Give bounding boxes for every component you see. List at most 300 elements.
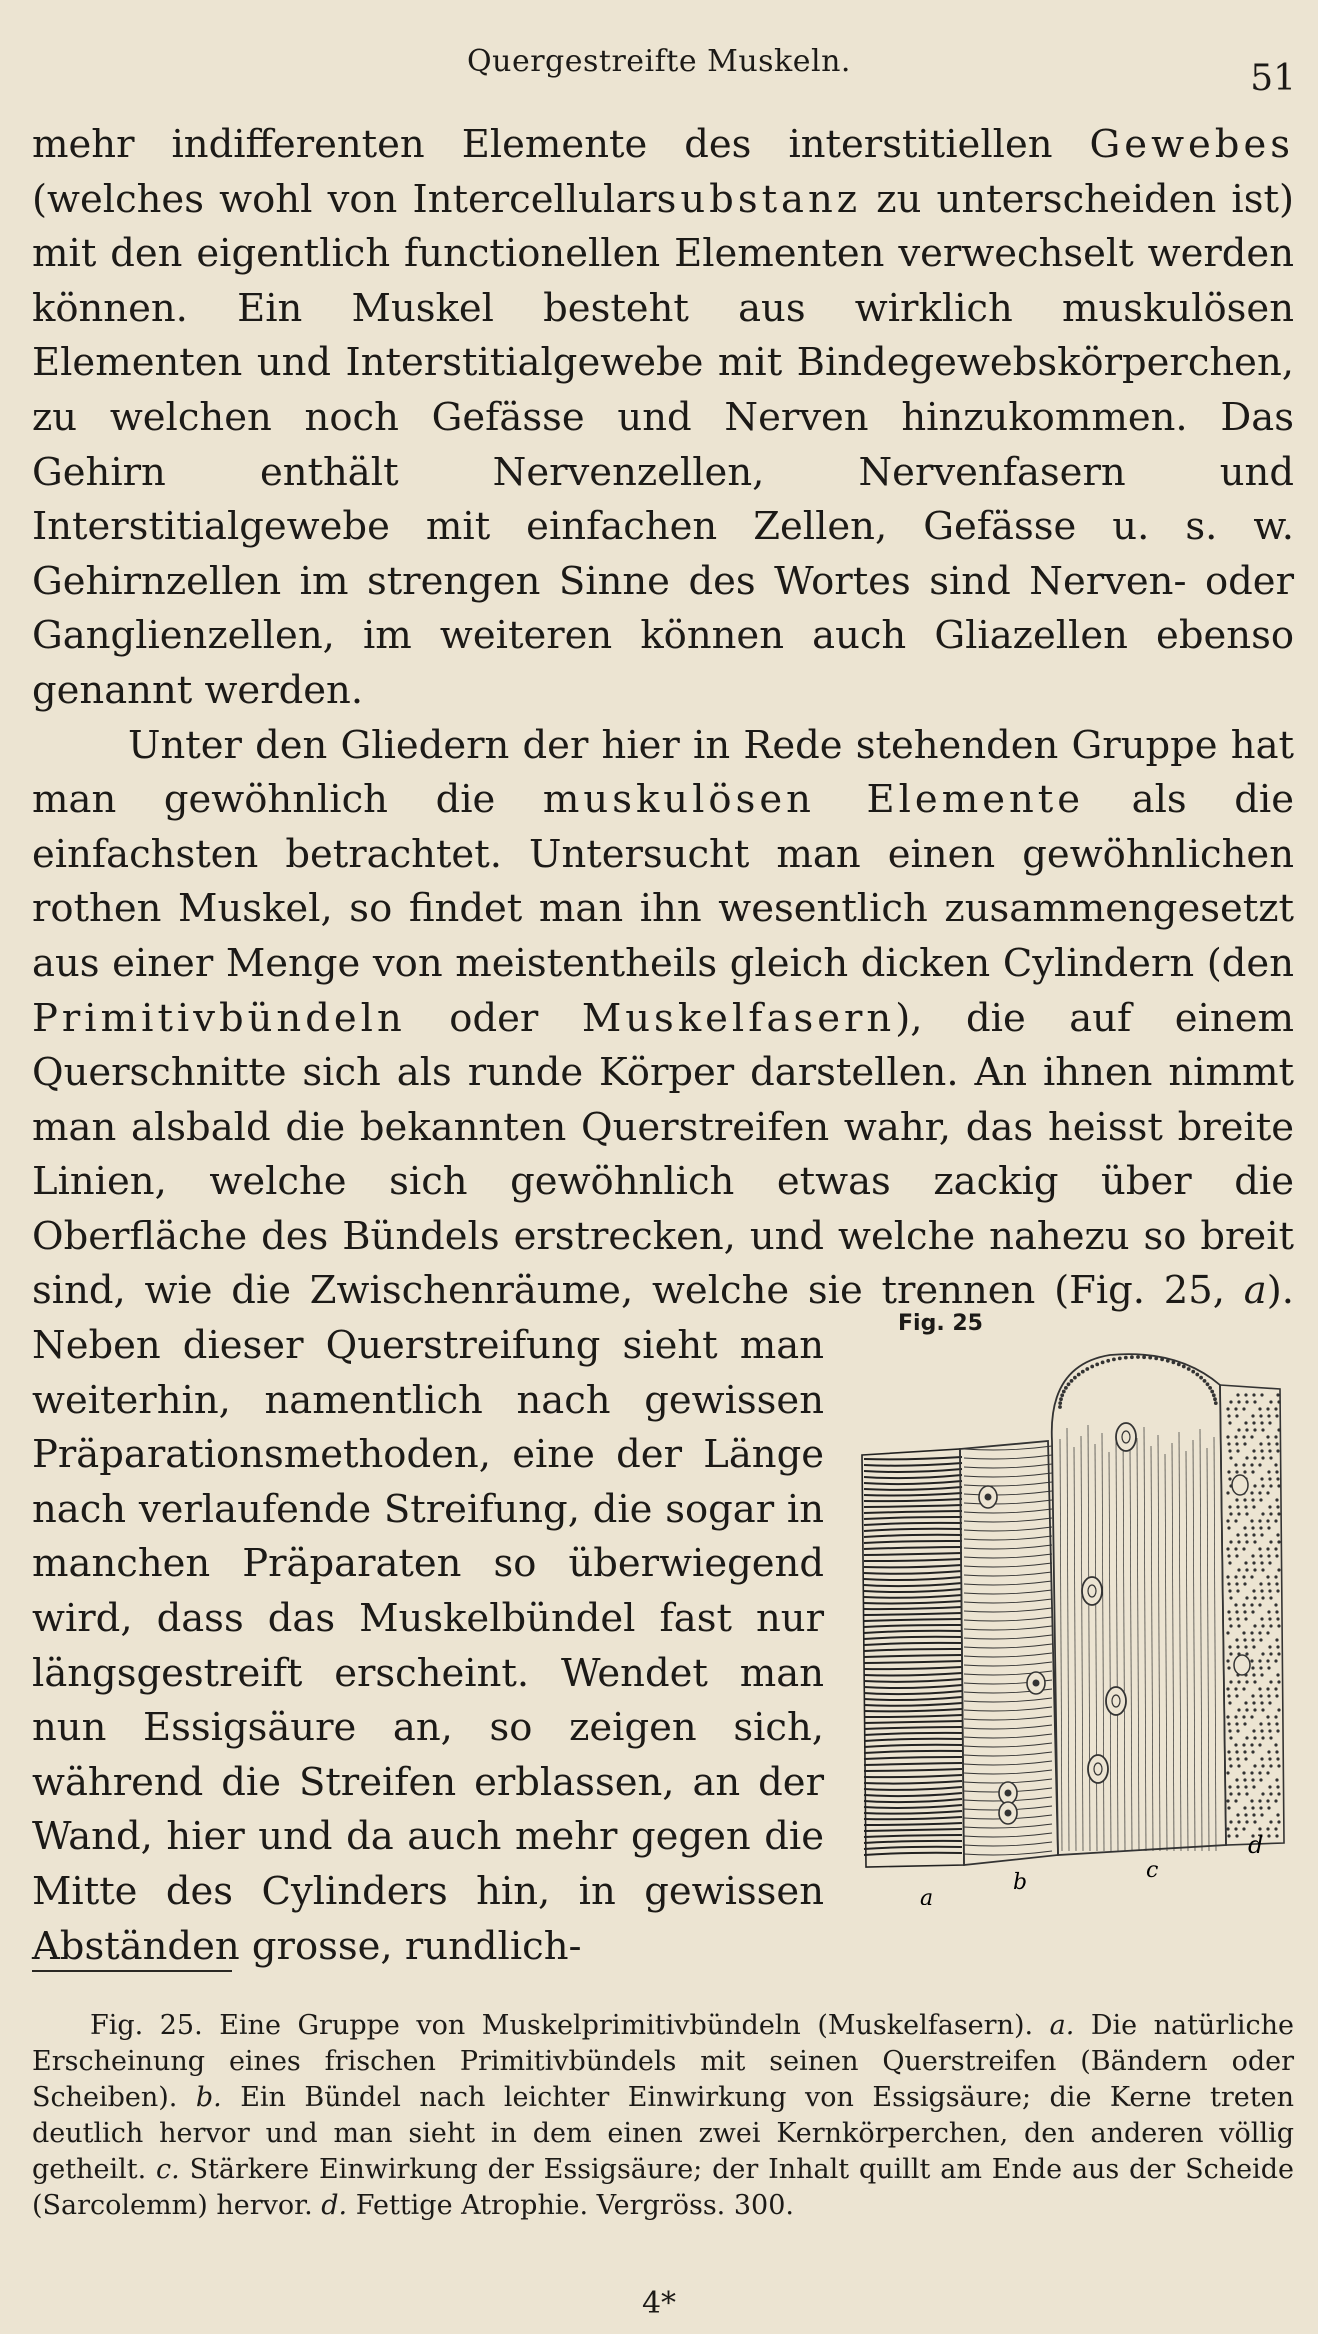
fat-droplet [1228, 1443, 1230, 1445]
nucleus [1088, 1755, 1108, 1783]
caption-letter: d. [321, 2190, 348, 2221]
fat-droplet [1278, 1681, 1280, 1683]
fat-droplet [1278, 1821, 1280, 1823]
fat-droplet [1246, 1681, 1248, 1683]
faint-striation [964, 1734, 1052, 1738]
signature-mark: 4* [641, 2286, 677, 2321]
fat-droplet [1260, 1807, 1262, 1809]
fat-droplet [1251, 1576, 1253, 1578]
nucleolus [1033, 1680, 1039, 1686]
longitudinal-line [1109, 1452, 1111, 1851]
fat-droplet [1230, 1401, 1232, 1403]
caption-letter: b. [195, 2082, 222, 2113]
fat-droplet [1261, 1730, 1263, 1732]
faint-striation [964, 1725, 1052, 1729]
fat-droplet [1277, 1450, 1279, 1452]
fat-droplet [1254, 1569, 1256, 1571]
fat-droplet [1227, 1492, 1229, 1494]
fat-droplet [1268, 1807, 1270, 1809]
fat-droplet [1275, 1548, 1277, 1550]
longitudinal-line [1193, 1440, 1195, 1851]
fat-droplet [1235, 1688, 1237, 1690]
faint-striation [964, 1509, 1052, 1513]
fat-droplet [1275, 1660, 1277, 1662]
fat-droplet [1270, 1653, 1272, 1655]
fat-droplet [1253, 1786, 1255, 1788]
cross-striation [864, 1589, 962, 1592]
granule [1091, 1365, 1094, 1368]
fat-droplet [1277, 1590, 1279, 1592]
fat-droplet [1253, 1562, 1255, 1564]
cross-striation [864, 1805, 962, 1808]
fat-droplet [1229, 1590, 1231, 1592]
text-run: ). Neben dieser [32, 1268, 1294, 1369]
cross-striation [864, 1529, 962, 1531]
fat-droplet [1259, 1464, 1261, 1466]
fat-droplet [1235, 1464, 1237, 1466]
fat-droplet [1269, 1786, 1271, 1788]
fat-droplet [1229, 1478, 1231, 1480]
fat-droplet [1229, 1506, 1231, 1508]
fat-droplet [1246, 1541, 1248, 1543]
cross-striation [864, 1457, 962, 1459]
granule [1131, 1356, 1134, 1359]
cross-striation [864, 1523, 962, 1525]
fat-droplet [1254, 1457, 1256, 1459]
fat-droplet [1244, 1471, 1246, 1473]
cross-striation [864, 1835, 962, 1837]
cross-striation [864, 1739, 962, 1741]
fat-droplet [1262, 1625, 1264, 1627]
fat-droplet [1245, 1506, 1247, 1508]
fat-droplet [1276, 1751, 1278, 1753]
fat-droplet [1251, 1464, 1253, 1466]
text-run: ), die auf einem Querschnitte sich als runde Körper darstellen. An ihnen nimmt man alsbald die bekannten Querstreifen wahr, das heisst breite Linien, welche sich gewöhnlich etwas zackig über die Oberfläche des Bündels erstrecken, und welche nahezu so breit sind, wie die Zwischenräume, welche sie trennen (Fig. 25, [32, 995, 1294, 1314]
longitudinal-line [1214, 1437, 1216, 1851]
caption-lead: Fig. 25. [90, 2010, 203, 2041]
cross-striation [864, 1667, 962, 1669]
text-run: Querstreifung sieht man weiterhin, namentlich nach gewissen Präparationsmethoden, eine der Länge nach verlaufende Streifung, die sogar in manchen Präparaten so überwiegend wird, dass das Muskelbündel fast nur längsgestreift erscheint. Wendet man nun Essigsäure an, so zeigen sich, während die Streifen erblassen, an der Wand, hier und da auch mehr gegen die Mitte des Cylinders hin, in gewissen Abständen grosse, rundlich- [32, 1323, 824, 1969]
faint-striation [964, 1662, 1052, 1666]
fat-droplet [1228, 1611, 1230, 1613]
fat-droplet [1236, 1555, 1238, 1557]
fat-droplet [1270, 1597, 1272, 1599]
fat-droplet [1260, 1527, 1262, 1529]
granule [1200, 1376, 1203, 1379]
fat-droplet [1261, 1394, 1263, 1396]
cross-striation [864, 1673, 962, 1675]
fat-droplet [1246, 1653, 1248, 1655]
fat-droplet [1236, 1695, 1238, 1697]
fat-droplet [1244, 1723, 1246, 1725]
fat-droplet [1251, 1744, 1253, 1746]
fat-droplet [1236, 1415, 1238, 1417]
fat-droplet [1238, 1569, 1240, 1571]
fat-droplet [1260, 1415, 1262, 1417]
fat-droplet [1245, 1646, 1247, 1648]
muscle-fiber-illustration [848, 1345, 1294, 1905]
fat-droplet [1244, 1583, 1246, 1585]
fat-droplet [1278, 1653, 1280, 1655]
fat-droplet [1259, 1828, 1261, 1830]
granule [1161, 1358, 1164, 1361]
fat-droplet [1251, 1492, 1253, 1494]
caption-text: Die natürliche Erscheinung eines frischen Primitivbündels mit seinen Querstreifen (Bändern oder Scheiben). [32, 2010, 1294, 2113]
fat-droplet [1238, 1541, 1240, 1543]
faint-striation [964, 1644, 1052, 1648]
caption-text: Eine Gruppe von Muskelprimitivbündeln (Muskelfasern). [202, 2010, 1050, 2041]
fat-droplet [1270, 1457, 1272, 1459]
cross-striation [864, 1727, 962, 1729]
fat-droplet [1237, 1506, 1239, 1508]
page-number: 51 [1250, 58, 1296, 99]
fat-droplet [1269, 1422, 1271, 1424]
fat-droplet [1270, 1513, 1272, 1515]
fat-droplet [1254, 1737, 1256, 1739]
fat-droplet [1252, 1695, 1254, 1697]
fat-droplet [1261, 1758, 1263, 1760]
faint-striation [964, 1851, 1052, 1855]
fat-droplet [1230, 1793, 1232, 1795]
fat-droplet [1278, 1709, 1280, 1711]
fat-droplet [1267, 1408, 1269, 1410]
fat-droplet [1236, 1611, 1238, 1613]
figure-ref-letter: a [1243, 1268, 1267, 1314]
fat-droplet [1229, 1646, 1231, 1648]
fat-droplet [1227, 1716, 1229, 1718]
granule [1107, 1359, 1110, 1362]
fat-droplet [1268, 1415, 1270, 1417]
fat-droplet [1269, 1702, 1271, 1704]
fat-droplet [1228, 1723, 1230, 1725]
fat-droplet [1260, 1555, 1262, 1557]
faint-striation [964, 1581, 1052, 1585]
fat-droplet [1227, 1660, 1229, 1662]
faint-striation [964, 1473, 1052, 1477]
cross-striation [864, 1787, 962, 1790]
fat-droplet [1259, 1408, 1261, 1410]
fat-droplet [1260, 1499, 1262, 1501]
cross-striation [864, 1709, 962, 1711]
fat-droplet [1236, 1779, 1238, 1781]
fat-droplet [1277, 1506, 1279, 1508]
longitudinal-line [1074, 1447, 1076, 1851]
fat-droplet [1262, 1513, 1264, 1515]
fat-droplet [1278, 1569, 1280, 1571]
granule [1065, 1387, 1068, 1390]
granule [1113, 1358, 1116, 1361]
fat-droplet [1259, 1688, 1261, 1690]
fat-droplet [1276, 1611, 1278, 1613]
fat-droplet [1277, 1534, 1279, 1536]
fat-droplet [1235, 1520, 1237, 1522]
fat-droplet [1229, 1450, 1231, 1452]
faint-striation [964, 1698, 1052, 1702]
granule [1212, 1394, 1215, 1397]
cross-striation [864, 1703, 962, 1706]
fat-droplet [1261, 1450, 1263, 1452]
cross-striation [864, 1499, 962, 1501]
fat-droplet [1260, 1639, 1262, 1641]
cross-striation [864, 1553, 962, 1555]
fat-droplet [1235, 1548, 1237, 1550]
granule [1137, 1356, 1140, 1359]
cross-striation [864, 1721, 962, 1723]
fat-droplet [1237, 1590, 1239, 1592]
fat-droplet [1236, 1583, 1238, 1585]
spaced-term: substanz [656, 176, 862, 222]
granule [1214, 1402, 1217, 1405]
fat-droplet [1276, 1779, 1278, 1781]
cross-striation [864, 1643, 962, 1645]
fat-droplet [1251, 1520, 1253, 1522]
fat-droplet [1268, 1471, 1270, 1473]
fat-droplet [1252, 1779, 1254, 1781]
caption-text: Fettige Atrophie. Vergröss. 300. [347, 2190, 794, 2221]
granule [1196, 1373, 1199, 1376]
longitudinal-line [1116, 1441, 1118, 1851]
text-run: Unter den Gliedern der hier in Rede stehenden Gruppe hat man gewöhnlich die [32, 722, 1294, 823]
fat-droplet [1235, 1744, 1237, 1746]
fat-droplet [1251, 1716, 1253, 1718]
nucleus [1116, 1423, 1136, 1451]
fat-droplet [1252, 1807, 1254, 1809]
granule [1211, 1390, 1214, 1393]
fat-droplet [1228, 1835, 1230, 1837]
fat-droplet [1228, 1527, 1230, 1529]
fat-droplet [1277, 1758, 1279, 1760]
nucleus [1234, 1655, 1250, 1675]
spaced-term: Muskelfasern [581, 995, 896, 1041]
fat-droplet [1227, 1772, 1229, 1774]
fat-droplet [1277, 1394, 1279, 1396]
fat-droplet [1253, 1702, 1255, 1704]
fat-droplet [1275, 1576, 1277, 1578]
faint-striation [964, 1491, 1052, 1495]
granule [1060, 1398, 1063, 1401]
faint-striation [964, 1482, 1052, 1486]
cross-striation [864, 1697, 962, 1700]
fat-droplet [1269, 1562, 1271, 1564]
fat-droplet [1251, 1436, 1253, 1438]
longitudinal-line [1144, 1427, 1146, 1851]
fat-droplet [1267, 1436, 1269, 1438]
granule [1081, 1370, 1084, 1373]
fat-droplet [1243, 1744, 1245, 1746]
longitudinal-line [1095, 1444, 1097, 1851]
faint-striation [964, 1563, 1052, 1567]
fat-droplet [1254, 1681, 1256, 1683]
label-b: b [1013, 1870, 1028, 1896]
fat-droplet [1278, 1429, 1280, 1431]
fat-droplet [1238, 1513, 1240, 1515]
granule [1206, 1383, 1209, 1386]
cross-striation [864, 1745, 962, 1747]
fat-droplet [1244, 1639, 1246, 1641]
fat-droplet [1243, 1772, 1245, 1774]
faint-striation [964, 1464, 1052, 1468]
fat-droplet [1277, 1478, 1279, 1480]
faint-striation [964, 1635, 1052, 1639]
fat-droplet [1259, 1604, 1261, 1606]
label-a: a [920, 1886, 934, 1906]
fat-droplet [1276, 1443, 1278, 1445]
fat-droplet [1269, 1590, 1271, 1592]
fat-droplet [1275, 1716, 1277, 1718]
fat-droplet [1276, 1639, 1278, 1641]
fat-droplet [1237, 1786, 1239, 1788]
caption-text: Stärkere Einwirkung der Essigsäure; der Inhalt quillt am Ende aus der Scheide (Sarcolemm) hervor. [32, 2154, 1294, 2221]
fat-droplet [1268, 1667, 1270, 1669]
text-run: oder [405, 995, 582, 1041]
fat-droplet [1245, 1618, 1247, 1620]
cross-striation [864, 1757, 962, 1759]
fat-droplet [1269, 1618, 1271, 1620]
cross-striation [864, 1763, 962, 1765]
fat-droplet [1235, 1576, 1237, 1578]
fat-droplet [1261, 1702, 1263, 1704]
fat-droplet [1262, 1737, 1264, 1739]
granule [1059, 1402, 1062, 1405]
fat-droplet [1260, 1695, 1262, 1697]
fat-droplet [1261, 1590, 1263, 1592]
cross-striation [864, 1511, 962, 1513]
fat-droplet [1228, 1415, 1230, 1417]
granule [1214, 1398, 1217, 1401]
cross-striation [864, 1481, 962, 1484]
fat-droplet [1253, 1646, 1255, 1648]
fat-droplet [1277, 1786, 1279, 1788]
text-run: zu unterscheiden ist) mit den eigentlich functionellen Elementen verwechselt werden können. Ein Muskel besteht aus wirklich muskulösen Elementen und Interstitialgewebe mit Bindegewebskörperchen, zu welchen noch Gefässe und Nerven hinzukommen. Das Gehirn enthält Nervenzellen, Nervenfasern und Interstitialgewebe mit einfachen Zellen, Gefässe u. s. w. Gehirnzellen im strengen Sinne des Wortes sind Nerven- oder Ganglienzellen, im weiteren können auch Gliazellen ebenso genannt werden. [32, 176, 1294, 713]
fat-droplet [1267, 1548, 1269, 1550]
fat-droplet [1243, 1576, 1245, 1578]
faint-striation [964, 1617, 1052, 1621]
faint-striation [964, 1572, 1052, 1576]
fat-droplet [1228, 1751, 1230, 1753]
granule [1209, 1387, 1212, 1390]
text-run: (welches wohl von Intercellular [32, 176, 657, 222]
cross-striation [864, 1475, 962, 1478]
longitudinal-line [1060, 1439, 1062, 1851]
fat-droplet [1243, 1604, 1245, 1606]
fat-droplet [1278, 1765, 1280, 1767]
fat-droplet [1269, 1506, 1271, 1508]
cross-striation [864, 1655, 962, 1657]
cross-striation [864, 1811, 962, 1814]
nucleus [1082, 1577, 1102, 1605]
fat-droplet [1253, 1534, 1255, 1536]
fat-droplet [1270, 1737, 1272, 1739]
granule [1149, 1356, 1152, 1359]
fat-droplet [1244, 1443, 1246, 1445]
fat-droplet [1238, 1793, 1240, 1795]
longitudinal-line [1186, 1451, 1188, 1851]
fat-droplet [1269, 1730, 1271, 1732]
fat-droplet [1268, 1527, 1270, 1529]
granule [1177, 1363, 1180, 1366]
granule [1187, 1368, 1190, 1371]
fat-droplet [1254, 1625, 1256, 1627]
fat-droplet [1238, 1821, 1240, 1823]
cross-striation [864, 1841, 962, 1843]
fat-droplet [1261, 1422, 1263, 1424]
fat-droplet [1277, 1674, 1279, 1676]
fat-droplet [1259, 1632, 1261, 1634]
fat-droplet [1262, 1793, 1264, 1795]
longitudinal-line [1200, 1429, 1202, 1851]
fat-droplet [1243, 1436, 1245, 1438]
fat-droplet [1252, 1751, 1254, 1753]
fat-droplet [1243, 1716, 1245, 1718]
fat-droplet [1237, 1450, 1239, 1452]
fat-droplet [1251, 1772, 1253, 1774]
cross-striation [864, 1535, 962, 1537]
fat-droplet [1228, 1807, 1230, 1809]
cross-striation [864, 1685, 962, 1688]
spaced-term: Primitivbündeln [32, 995, 406, 1041]
fat-droplet [1276, 1695, 1278, 1697]
fat-droplet [1252, 1639, 1254, 1641]
fat-droplet [1245, 1562, 1247, 1564]
faint-striation [964, 1500, 1052, 1504]
fat-droplet [1235, 1828, 1237, 1830]
longitudinal-line [1137, 1438, 1139, 1851]
fat-droplet [1230, 1513, 1232, 1515]
fat-droplet [1252, 1611, 1254, 1613]
granule [1124, 1356, 1127, 1359]
cross-striation [864, 1565, 962, 1567]
fat-droplet [1276, 1835, 1278, 1837]
nucleus [1106, 1687, 1126, 1715]
fat-droplet [1246, 1737, 1248, 1739]
faint-striation [964, 1770, 1052, 1774]
fat-droplet [1227, 1548, 1229, 1550]
fat-droplet [1243, 1408, 1245, 1410]
fat-droplet [1252, 1555, 1254, 1557]
cross-striation [864, 1829, 962, 1831]
text-run: mehr indifferenten Elemente des interstitiellen [32, 122, 1090, 167]
longitudinal-line [1130, 1449, 1132, 1851]
fat-droplet [1267, 1492, 1269, 1494]
granule [1101, 1361, 1104, 1364]
fat-droplet [1268, 1751, 1270, 1753]
fat-droplet [1251, 1660, 1253, 1662]
cross-striation [864, 1853, 962, 1855]
cross-striation [864, 1607, 962, 1609]
fat-droplet [1237, 1394, 1239, 1396]
label-c: c [1146, 1858, 1159, 1884]
spaced-term: Gewebes [1089, 122, 1294, 167]
cross-striation [864, 1769, 962, 1771]
fat-droplet [1278, 1513, 1280, 1515]
fat-droplet [1262, 1485, 1264, 1487]
fat-droplet [1267, 1576, 1269, 1578]
fat-droplet [1270, 1541, 1272, 1543]
fat-droplet [1238, 1401, 1240, 1403]
fat-droplet [1259, 1800, 1261, 1802]
fat-droplet [1236, 1471, 1238, 1473]
fat-droplet [1275, 1744, 1277, 1746]
granule [1067, 1383, 1070, 1386]
fat-droplet [1254, 1597, 1256, 1599]
fat-droplet [1253, 1730, 1255, 1732]
granule [1062, 1390, 1065, 1393]
faint-striation [964, 1590, 1052, 1594]
fat-droplet [1236, 1639, 1238, 1641]
fat-droplet [1238, 1681, 1240, 1683]
fat-droplet [1276, 1555, 1278, 1557]
fat-droplet [1236, 1723, 1238, 1725]
